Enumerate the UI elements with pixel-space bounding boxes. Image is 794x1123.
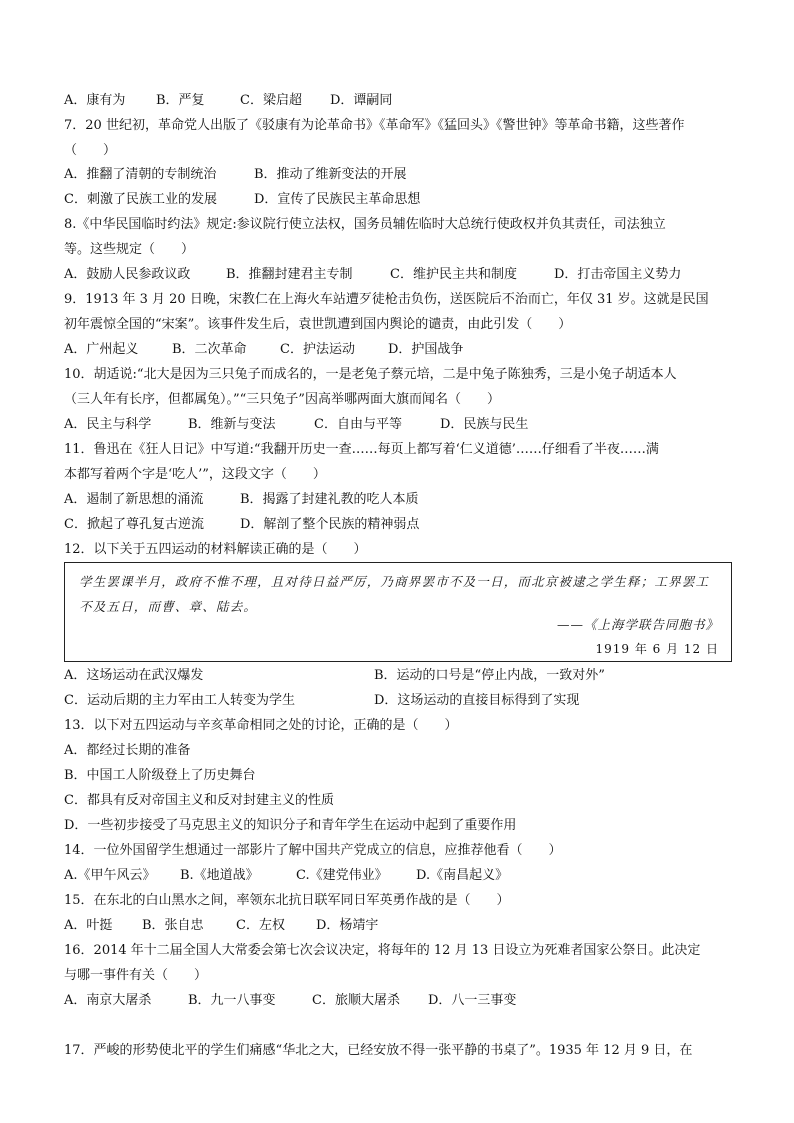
q9-option-a: A．广州起义 — [64, 342, 139, 357]
q10-option-b: B．维新与变法 — [188, 417, 276, 432]
q8-options — [64, 266, 734, 284]
q6-option-d: D．谭嗣同 — [330, 93, 393, 108]
q12-option-c: C．运动后期的主力军由工人转变为学生 — [64, 693, 295, 708]
q9-option-c: C．护法运动 — [280, 342, 355, 357]
q8-option-d: D．打击帝国主义势力 — [554, 267, 682, 282]
q10-stem-line-1: 10．胡适说:“北大是因为三只兔子而成名的，一是老兔子蔡元培，二是中兔子陈独秀，三是小兔子胡适本人 — [64, 367, 677, 382]
q16-option-c: C．旅顺大屠杀 — [312, 993, 400, 1008]
q13-option-a: A．都经过长期的准备 — [64, 743, 191, 758]
q6-option-c: C．梁启超 — [240, 93, 302, 108]
q7-option-d: D．宣传了民族民主革命思想 — [254, 192, 421, 207]
q15-option-a: A．叶挺 — [64, 918, 113, 933]
q15-options — [64, 917, 734, 935]
q14-stem: 14．一位外国留学生想通过一部影片了解中国共产党成立的信息，应推荐他看（ ） — [64, 843, 562, 858]
q7-option-c: C．刺激了民族工业的发展 — [64, 192, 217, 207]
q12-options-row-1 — [64, 667, 734, 685]
q10-options — [64, 416, 734, 434]
q11-options-row-1 — [64, 491, 734, 509]
q8-stem-line-2: 等。这些规定（ ） — [64, 242, 195, 257]
q11-options-row-2 — [64, 516, 734, 534]
q7-option-a: A．推翻了清朝的专制统治 — [64, 167, 217, 182]
q12-date: 1919 年 6 月 12 日 — [595, 642, 719, 656]
q12-stem: 12．以下关于五四运动的材料解读正确的是（ ） — [64, 542, 367, 557]
q12-material-box — [64, 562, 732, 662]
q15-stem: 15．在东北的白山黑水之间，率领东北抗日联军同日军英勇作战的是（ ） — [64, 893, 510, 908]
q13-option-d: D．一些初步接受了马克思主义的知识分子和青年学生在运动中起到了重要作用 — [64, 818, 517, 833]
q12-option-b: B．运动的口号是“停止内战，一致对外” — [374, 668, 605, 683]
q7-options-row-1 — [64, 166, 734, 184]
q11-option-a: A．遏制了新思想的涌流 — [64, 492, 204, 507]
q11-option-d: D．解剖了整个民族的精神弱点 — [240, 517, 420, 532]
q14-option-c: C.《建党伟业》 — [296, 868, 388, 883]
q14-option-a: A.《甲午风云》 — [64, 868, 156, 883]
q8-option-a: A．鼓励人民参政议政 — [64, 267, 191, 282]
q12-source: ——《上海学联告同胞书》 — [556, 617, 719, 632]
q10-option-c: C．自由与平等 — [314, 417, 402, 432]
q12-option-d: D．这场运动的直接目标得到了实现 — [374, 693, 580, 708]
q6-options — [64, 92, 734, 110]
q16-options — [64, 992, 734, 1010]
q6-option-a: A．康有为 — [64, 93, 126, 108]
q9-option-b: B．二次革命 — [172, 342, 247, 357]
q12-option-a: A．这场运动在武汉爆发 — [64, 668, 204, 683]
q11-stem-line-1: 11．鲁迅在《狂人日记》中写道:“我翻开历史一查……每页上都写着‘仁义道德’……仔细看了半夜……满 — [64, 442, 659, 457]
q12-options-row-2 — [64, 692, 734, 710]
q14-option-d: D.《南昌起义》 — [416, 868, 509, 883]
q7-stem-line-1: 7．20 世纪初，革命党人出版了《驳康有为论革命书》《革命军》《猛回头》《警世钟》等革命书籍，这些著作 — [64, 118, 685, 133]
q9-stem-line-1: 9．1913 年 3 月 20 日晚，宋教仁在上海火车站遭歹徒枪击负伤，送医院后不治而亡，年仅 31 岁。这就是民国 — [64, 292, 709, 307]
q8-stem-line-1: 8.《中华民国临时约法》规定:参议院行使立法权，国务员辅佐临时大总统行使政权并负其责任，司法独立 — [64, 217, 666, 232]
q8-option-b: B．推翻封建君主专制 — [226, 267, 353, 282]
q10-stem-line-2: （三人年有长序，但都属兔）。”“三只兔子”因高举哪两面大旗而闻名（ ） — [64, 392, 500, 407]
q7-stem-line-2: （ ） — [64, 143, 117, 158]
q15-option-b: B．张自忠 — [142, 918, 204, 933]
q7-options-row-2 — [64, 191, 734, 209]
q15-option-c: C．左权 — [236, 918, 285, 933]
q9-stem-line-2: 初年震惊全国的“宋案”。该事件发生后，袁世凯遭到国内舆论的谴责，由此引发（ ） — [64, 317, 572, 332]
q9-option-d: D．护国战争 — [388, 342, 464, 357]
q16-option-a: A．南京大屠杀 — [64, 993, 152, 1008]
q15-option-d: D．杨靖宇 — [316, 918, 379, 933]
q9-options — [64, 341, 734, 359]
q13-stem: 13．以下对五四运动与辛亥革命相同之处的讨论，正确的是（ ） — [64, 718, 458, 733]
q11-stem-line-2: 本都写着两个字是‘吃人’”，这段文字（ ） — [64, 467, 326, 482]
q11-option-b: B．揭露了封建礼教的吃人本质 — [240, 492, 419, 507]
q8-option-c: C．维护民主共和制度 — [390, 267, 517, 282]
q13-option-c: C．都具有反对帝国主义和反对封建主义的性质 — [64, 793, 334, 808]
q7-option-b: B．推动了维新变法的开展 — [254, 167, 407, 182]
q14-option-b: B.《地道战》 — [180, 868, 259, 883]
q10-option-d: D．民族与民生 — [440, 417, 529, 432]
q10-option-a: A．民主与科学 — [64, 417, 152, 432]
q16-option-d: D．八一三事变 — [428, 993, 517, 1008]
q16-option-b: B．九一八事变 — [188, 993, 276, 1008]
q11-option-c: C．掀起了尊孔复古逆流 — [64, 517, 204, 532]
q17-stem-line-1: 17．严峻的形势使北平的学生们痛感“华北之大，已经安放不得一张平静的书桌了”。1935 年 12 月 9 日，在 — [64, 1043, 693, 1058]
q16-stem-line-2: 与哪一事件有关（ ） — [64, 968, 208, 983]
q12-quote: 学生罢课半月，政府不惟不理，且对待日益严厉，乃商界罢市不及一日，而北京被逮之学生释；工界罢工不及五日，而曹、章、陆去。 — [79, 574, 710, 614]
q6-option-b: B．严复 — [156, 93, 205, 108]
q13-option-b: B．中国工人阶级登上了历史舞台 — [64, 768, 256, 783]
q14-options — [64, 867, 734, 885]
q16-stem-line-1: 16．2014 年十二届全国人大常委会第七次会议决定，将每年的 12 月 13 日设立为死难者国家公祭日。此决定 — [64, 943, 701, 958]
